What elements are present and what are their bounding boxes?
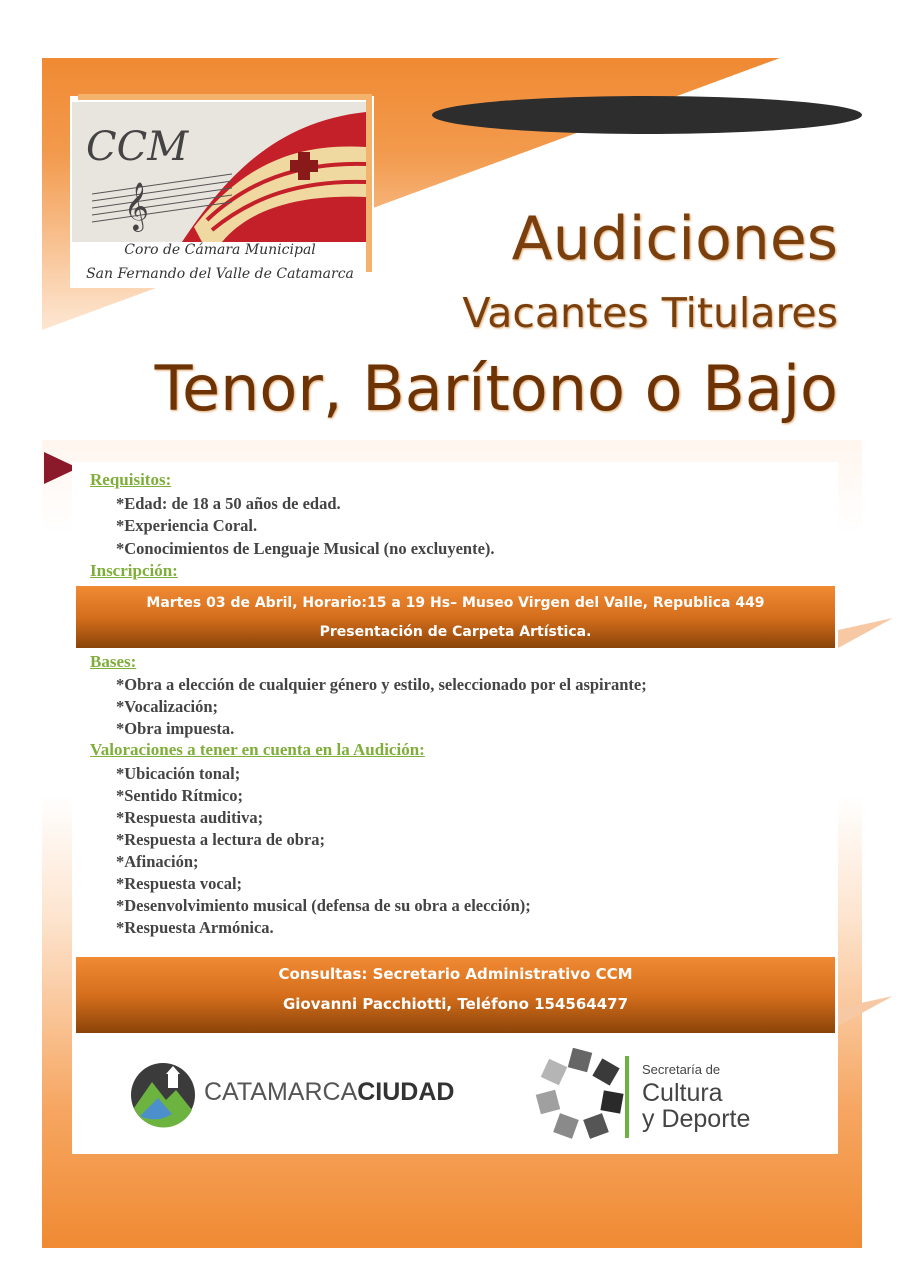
secretaria-small-text: Secretaría de — [642, 1062, 721, 1077]
consultas-line2: Giovanni Pacchiotti, Teléfono 154564477 — [282, 995, 629, 1013]
ciudad-text: CIUDAD — [357, 1078, 455, 1106]
valoracion-item: *Sentido Rítmico; — [116, 786, 243, 805]
bases-item: *Obra impuesta. — [116, 719, 235, 738]
valoracion-item: *Ubicación tonal; — [116, 764, 241, 783]
secretaria-big-text — [642, 1080, 750, 1132]
valoracion-item: *Respuesta auditiva; — [116, 808, 264, 827]
valoracion-item: *Respuesta vocal; — [116, 874, 243, 893]
valoracion-item: *Desenvolvimiento musical (defensa de su obra a elección); — [116, 896, 531, 915]
catamarca-ciudad-wordmark — [204, 1078, 454, 1107]
green-divider — [625, 1056, 629, 1138]
valoracion-item: *Respuesta Armónica. — [116, 918, 274, 937]
side-triangle-decoration — [838, 996, 898, 1026]
inscripcion-line1: Martes 03 de Abril, Horario:15 a 19 Hs– Museo Virgen del Valle, Republica 449 — [146, 595, 765, 611]
requisito-item: *Conocimientos de Lenguaje Musical (no excluyente). — [116, 539, 495, 558]
logo-caption-line2: San Fernando del Valle de Catamarca — [86, 266, 354, 282]
valoracion-item: *Respuesta a lectura de obra; — [116, 830, 325, 849]
logo-letters: CCM — [86, 124, 189, 170]
bases-item: *Vocalización; — [116, 697, 219, 716]
consultas-line1: Consultas: Secretario Administrativo CCM — [278, 965, 633, 983]
bases-item: *Obra a elección de cualquier género y estilo, seleccionado por el aspirante; — [116, 675, 647, 694]
heading-inscripcion: Inscripción: — [90, 561, 178, 580]
inscripcion-banner — [76, 586, 835, 648]
svg-text:𝄞: 𝄞 — [124, 181, 149, 230]
dark-oval-shape — [432, 96, 862, 134]
inscripcion-line2: Presentación de Carpeta Artística. — [319, 624, 592, 640]
sponsors-strip — [72, 1036, 838, 1154]
catamarca-text: CATAMARCA — [204, 1078, 358, 1106]
heading-requisitos: Requisitos: — [90, 470, 172, 489]
catamarca-ciudad-logo-icon — [128, 1060, 198, 1130]
consultas-banner — [76, 957, 835, 1033]
logo-caption-line1: Coro de Cámara Municipal — [124, 242, 316, 258]
valoracion-item: *Afinación; — [116, 852, 199, 871]
title-voices: Tenor, Barítono o Bajo — [154, 352, 838, 425]
side-triangle-decoration — [838, 618, 898, 648]
cultura-text: Cultura — [642, 1079, 723, 1107]
heading-bases: Bases: — [90, 652, 137, 671]
requisito-item: *Experiencia Coral. — [116, 516, 258, 535]
ccm-logo-emblem — [72, 102, 366, 242]
title-audiciones: Audiciones — [511, 204, 838, 274]
heading-valoraciones: Valoraciones a tener en cuenta en la Audición: — [90, 740, 425, 759]
secretaria-cultura-logo-icon — [534, 1048, 626, 1140]
requisito-item: *Edad: de 18 a 50 años de edad. — [116, 494, 341, 513]
subtitle-vacantes: Vacantes Titulares — [462, 289, 838, 337]
deporte-text: y Deporte — [642, 1105, 751, 1133]
